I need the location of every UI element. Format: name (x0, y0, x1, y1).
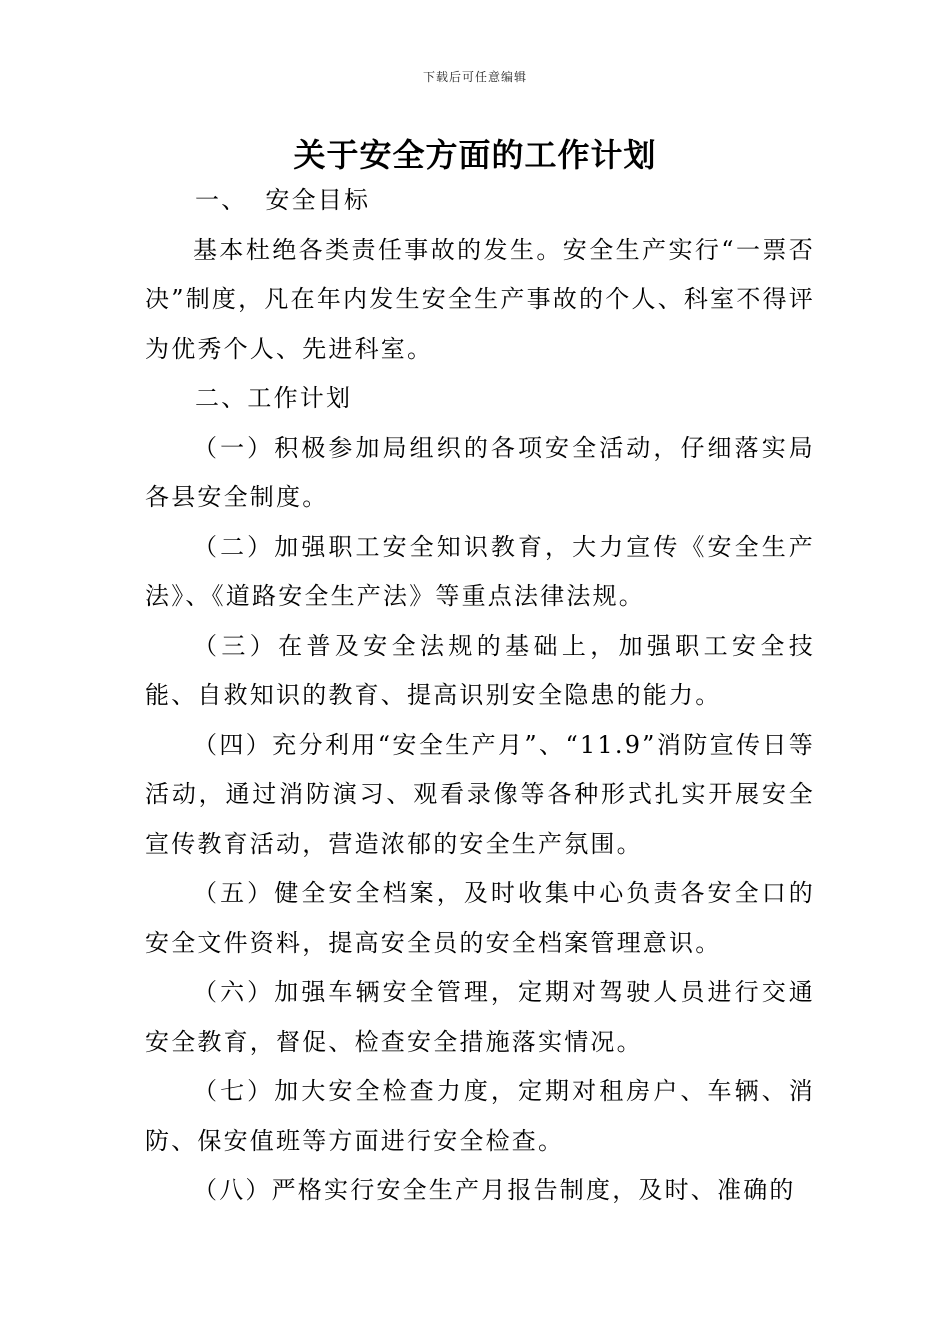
section-heading-goals (145, 176, 815, 226)
document-body (145, 176, 815, 1216)
plan-item-6: （六）加强车辆安全管理，定期对驾驶人员进行交通安全教育，督促、检查安全措施落实情况。 (145, 978, 815, 1056)
plan-item-7: （七）加大安全检查力度，定期对租房户、车辆、消防、保安值班等方面进行安全检查。 (145, 1077, 815, 1155)
plan-item-3: （三）在普及安全法规的基础上，加强职工安全技能、自救知识的教育、提高识别安全隐患的能力。 (145, 631, 815, 709)
section-heading-plan: 二、工作计划 (195, 384, 353, 412)
plan-item-5: （五）健全安全档案，及时收集中心负责各安全口的安全文件资料，提高安全员的安全档案管理意识。 (145, 879, 815, 957)
plan-item-4: （四）充分利用“安全生产月”、“11.9”消防宣传日等活动，通过消防演习、观看录像等各种形式扎实开展安全宣传教育活动，营造浓郁的安全生产氛围。 (145, 730, 815, 858)
section-number: 一、 (195, 186, 248, 214)
goals-paragraph: 基本杜绝各类责任事故的发生。安全生产实行“一票否决”制度，凡在年内发生安全生产事故的个人、科室不得评为优秀个人、先进科室。 (145, 235, 815, 363)
header-note: 下载后可任意编辑 (422, 70, 527, 84)
document-title: 关于安全方面的工作计划 (293, 136, 657, 174)
plan-item-2: （二）加强职工安全知识教育，大力宣传《安全生产法》、《道路安全生产法》等重点法律法规。 (145, 532, 815, 610)
section-title: 安全目标 (265, 186, 371, 214)
plan-item-8: （八）严格实行安全生产月报告制度，及时、准确的 (193, 1176, 796, 1204)
plan-item-1: （一）积极参加局组织的各项安全活动，仔细落实局各县安全制度。 (145, 433, 815, 511)
